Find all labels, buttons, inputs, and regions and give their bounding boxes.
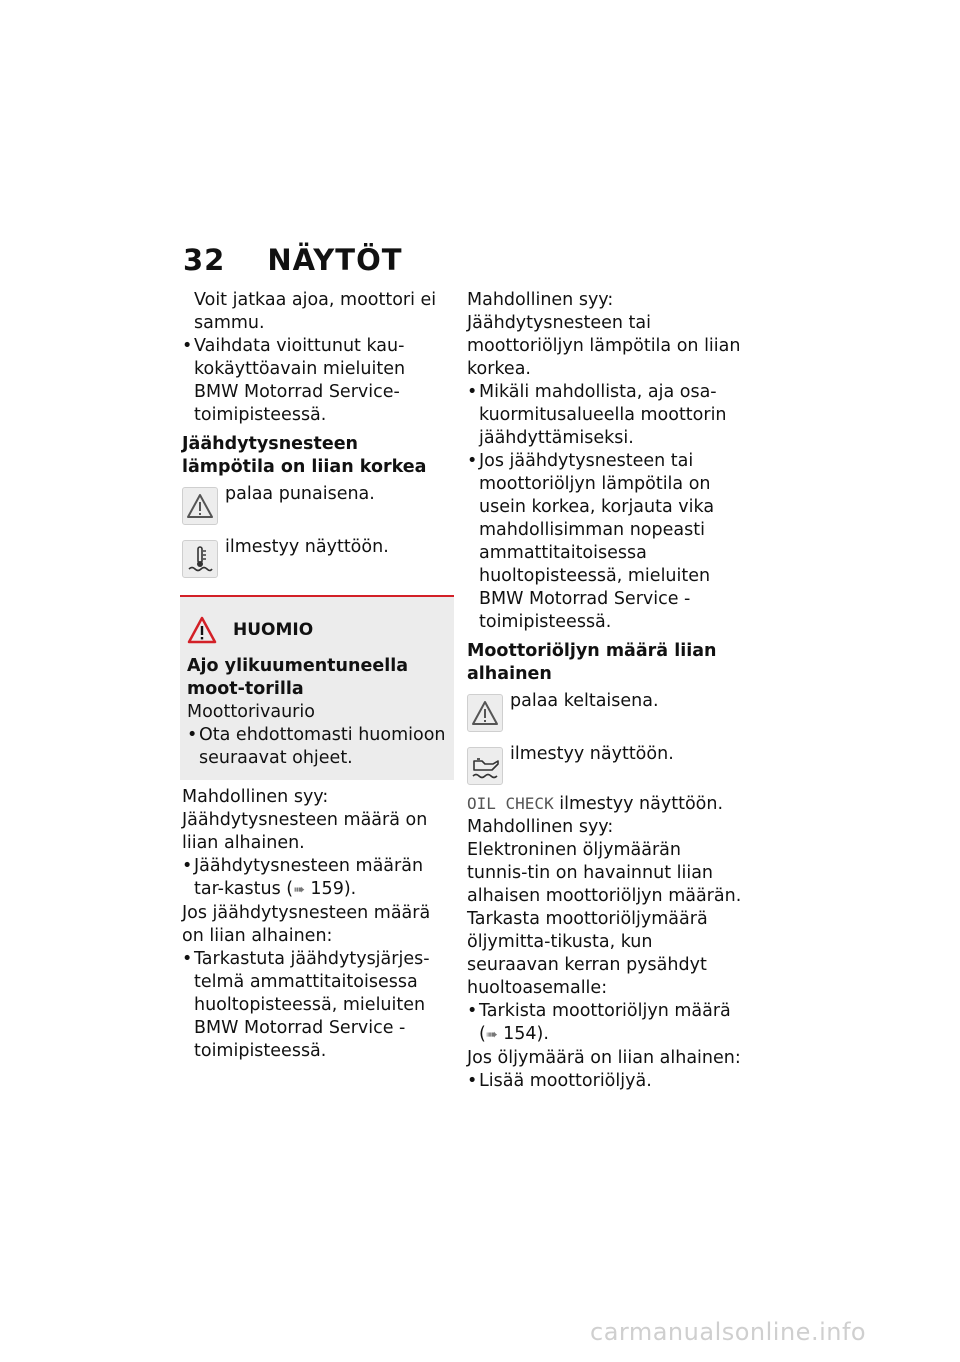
continuation-text: Voit jatkaa ajoa, moottori ei sammu. [194,290,437,333]
bullet-partial-load: • Mikäli mahdollista, aja osa-kuormitusalueella moottorin jäähdyttämiseksi. [467,381,745,450]
bullet-repair: • Jos jäähdytysnesteen tai moottoriöljyn lämpötila on usein korkea, korjauta vika mahdollisimman nopeasti ammattitaitoisessa huoltopisteessä, mieluiten BMW Motorrad Service -toimipisteessä. [467,450,745,634]
page-number: 32 [183,243,226,277]
watermark: carmanualsonline.info [590,1318,867,1346]
warning-triangle-icon [182,487,218,525]
cause-text: Elektroninen öljymäärän tunnis-tin on havainnut liian alhaisen moottoriöljyn määrän. Tarkasta moottoriöljymäärä öljymitta-tikusta, kun seuraavan kerran pysähdyt huoltoasemalle: [467,840,742,998]
section-heading-oil-level: Moottoriöljyn määrä liian alhainen [467,641,717,684]
caution-triangle-icon [187,616,217,644]
section-heading-coolant-temp: Jäähdytysnesteen lämpötila on liian korkea [182,434,427,477]
warning-triangle-icon [467,694,503,732]
coolant-temperature-icon [182,540,218,578]
cause-text: Jäähdytysnesteen tai moottoriöljyn lämpötila on liian korkea. [467,313,741,379]
warning-header [187,611,448,649]
page-reference[interactable]: 154 [503,1024,537,1044]
warning-heading: Ajo ylikuumentuneella moot-torilla [187,656,409,699]
left-column [182,289,454,1063]
icon-description: palaa punaisena. [225,484,375,504]
page-header [183,243,403,277]
warning-notice-box [180,595,454,780]
warning-bullet: • Ota ehdottomasti huomioon seuraavat ohjeet. [187,724,448,770]
condition-text: Jos jäähdytysnesteen määrä on liian alhainen: [182,903,431,946]
bullet-key-replace: • Vaihdata vioittunut kau-kokäyttöavain mieluiten BMW Motorrad Service-toimipisteessä. [182,335,454,427]
warning-light-row [182,483,454,532]
warning-title: HUOMIO [233,619,314,640]
condition-text: Jos öljymäärä on liian alhainen: [467,1048,741,1068]
bullet-service: • Tarkastuta jäähdytysjärjes-telmä ammattitaitoisessa huoltopisteessä, mieluiten BMW Motorrad Service -toimipisteessä. [182,948,454,1063]
icon-description: ilmestyy näyttöön. [510,744,674,764]
oil-symbol-row [467,743,745,792]
page-title: NÄYTÖT [267,243,403,277]
bullet-coolant-check: • Jäähdytysnesteen määrän tar-kastus (➠ 159). [182,855,454,902]
page-reference[interactable]: 159 [310,879,344,899]
oil-can-icon [467,747,503,785]
right-column [467,289,745,1093]
bullet-check-oil: • Tarkista moottoriöljyn määrä (➠ 154). [467,1000,745,1047]
warning-light-row [467,690,745,739]
bullet-add-oil: • Lisää moottoriöljyä. [467,1070,745,1093]
coolant-symbol-row [182,536,454,585]
oil-check-line: OIL CHECK ilmestyy näyttöön. [467,794,724,814]
icon-description: ilmestyy näyttöön. [225,537,389,557]
cause-label: Mahdollinen syy: [182,787,329,807]
cause-text: Jäähdytysnesteen määrä on liian alhainen. [182,810,428,853]
page-reference-arrow-icon: ➠ [293,882,305,898]
cause-label: Mahdollinen syy: [467,817,614,837]
display-code: OIL CHECK [467,794,554,813]
cause-label: Mahdollinen syy: [467,290,614,310]
icon-description: palaa keltaisena. [510,691,659,711]
page-reference-arrow-icon: ➠ [485,1027,498,1043]
warning-subtitle: Moottorivaurio [187,702,315,722]
